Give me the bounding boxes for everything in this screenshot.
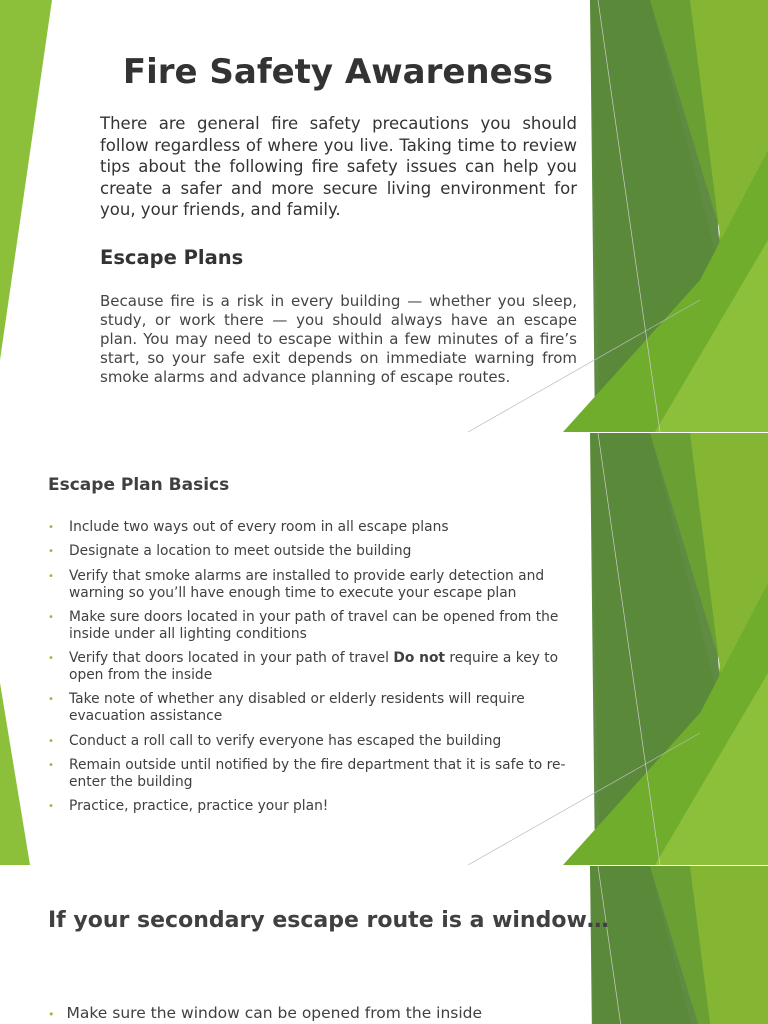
list-item: • Remain outside until notified by the fire department that it is safe to re-enter the building [48,757,566,791]
bullet-icon: • [48,1008,55,1021]
slide-fire-safety-awareness [0,0,768,432]
slide-window-escape [0,866,768,1024]
slide-escape-plan-basics [0,433,768,865]
green-facet-decoration [0,866,768,1024]
slide-title: If your secondary escape route is a window… [48,908,609,933]
bullet-list [48,519,578,823]
bullet-icon: • [48,570,54,582]
list-item: • Include two ways out of every room in all escape plans [48,519,449,535]
section-heading: Escape Plans [100,246,244,269]
bullet-icon: • [48,653,54,665]
bullet-icon: • [48,546,54,558]
slide-title: Escape Plan Basics [48,475,230,495]
emphasis-text: Do not [393,650,446,667]
list-item: • Take note of whether any disabled or elderly residents will require evacuation assistance [48,691,525,725]
intro-paragraph: There are general fire safety precautions you should follow regardless of where you live. Taking time to review tips about the following fire safety issues can help you create a safer and more secure living environment for you, your friends, and family. [100,114,577,220]
slide-title: Fire Safety Awareness [122,52,554,92]
list-item: • Verify that smoke alarms are installed to provide early detection and warning so you’ll have enough time to execute your escape plan [48,567,545,601]
bullet-icon: • [48,760,54,772]
escape-plans-paragraph: Because fire is a risk in every building — whether you sleep, study, or work there — you should always have an escape plan. You may need to escape within a few minutes of a fire’s start, so your safe exit depends on immediate warning from smoke alarms and advance planning of escape routes. [100,292,577,386]
bullet-icon: • [48,611,54,623]
bullet-icon: • [48,522,54,533]
bullet-icon: • [48,735,54,747]
list-item: • Designate a location to meet outside the building [48,543,412,560]
bullet-icon: • [48,694,54,706]
bullet-icon: • [48,801,54,813]
list-item: • Make sure doors located in your path of travel can be opened from the inside under all lighting conditions [48,608,559,642]
list-item: • Practice, practice, practice your plan! [48,798,329,815]
list-item: • Conduct a roll call to verify everyone has escaped the building [48,732,502,749]
list-item: • Make sure the window can be opened from the inside [48,1004,483,1022]
list-item: • Verify that doors located in your path of travel Do not require a key to open from the inside [48,650,559,684]
